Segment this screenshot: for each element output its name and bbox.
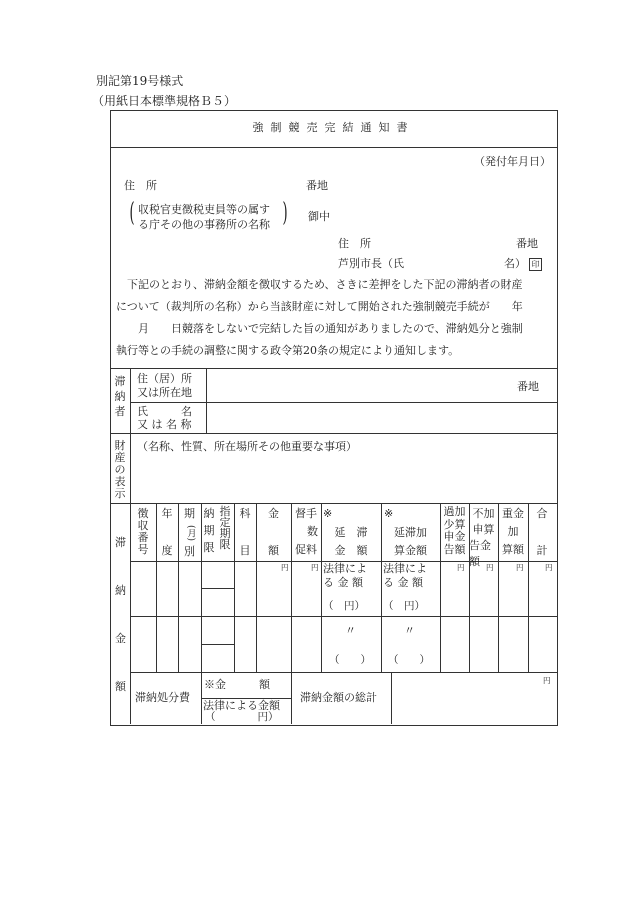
header-amount-2: 額 [268, 544, 279, 557]
header-delinquency: 延 滞 [334, 526, 368, 539]
yen-no-report: 円 [486, 563, 494, 572]
name-label-1: 氏 名 [137, 405, 192, 418]
office-bracket-left: ( [129, 198, 135, 228]
delinquency-legal-2: る 金 額 [323, 576, 363, 589]
office-name-line1: 収税官吏徴税吏員等の属す [138, 203, 270, 216]
delinquency-legal-paren: （ 円） [323, 600, 365, 612]
property-side-label: 財 産 の 表 示 [114, 439, 126, 501]
office-name-line2: る庁その他の事務所の名称 [138, 218, 270, 231]
header-due-date: 納 期 限 [203, 507, 215, 555]
delinquency-blank-paren: （ ） [329, 654, 371, 666]
amount-side-char-3: 金 [115, 632, 126, 645]
grand-total-yen: 円 [543, 676, 551, 685]
header-item-2: 目 [239, 544, 251, 557]
added-legal-1: 法律によ [383, 562, 427, 575]
property-note: （名称、性質、所在場所その他重要な事項） [137, 440, 357, 453]
header-amount: 金 [268, 507, 279, 520]
amount-side-char-4: 額 [115, 680, 126, 693]
mayor-label: 芦別市長（氏 [338, 257, 404, 270]
issue-date: （発付年月日） [474, 155, 551, 168]
header-no-report: 不加 申算 告金額 [469, 507, 495, 568]
sender-address-label: 住 所 [338, 237, 371, 250]
grand-total-label: 滞納金額の総計 [300, 691, 377, 704]
amount-side-char-1: 滞 [115, 536, 126, 549]
honorific: 御中 [308, 210, 330, 223]
yen-dunning: 円 [311, 563, 319, 572]
footer-legal-paren: （ 円） [205, 711, 279, 723]
form-number: 別記第19号様式 [96, 74, 184, 88]
body-line-2: について（裁判所の名称）から当該財産に対して開始された強制競売手続が 年 [116, 300, 523, 313]
header-added-2: 算金額 [394, 544, 427, 557]
added-legal-2: る 金 額 [383, 576, 423, 589]
delinquent-side-label: 滞 納 者 [114, 375, 126, 419]
header-delinquency-mark: ※ [323, 507, 333, 520]
header-total: 合 [536, 507, 548, 520]
addressee-lot-label: 番地 [306, 179, 328, 192]
header-under-report: 過加 少算 申金 告額 [443, 505, 466, 556]
added-ditto: 〃 [404, 624, 415, 637]
address-label-2: 又は所在地 [137, 386, 192, 399]
body-line-1: 下記のとおり、滞納金額を徴収するため、さきに差押をした下記の滞納者の財産 [127, 278, 523, 291]
header-collection-no: 徴 収 番 号 [137, 507, 149, 557]
header-added: 延滞加 [394, 526, 427, 539]
address-label-1: 住（居）所 [137, 372, 192, 385]
body-line-3: 月 日競落をしないで完結した旨の通知がありましたので、滞納処分と強制 [116, 322, 523, 335]
office-bracket-right: ) [282, 198, 288, 228]
amount-side-char-2: 納 [115, 584, 126, 597]
seal-mark: 印 [529, 258, 542, 271]
yen-total: 円 [545, 563, 553, 572]
header-period: 期 (月) 別 [184, 507, 196, 559]
yen-under-report: 円 [457, 563, 465, 572]
form-title: 強制競売完結通知書 [252, 121, 415, 134]
delinquency-legal-1: 法律によ [323, 562, 367, 575]
header-delinquency-2: 金 額 [334, 544, 368, 557]
delinquent-lot-label: 番地 [517, 380, 539, 393]
name-label-2: 又 は 名 称 [137, 418, 192, 431]
header-year-2: 度 [161, 544, 173, 557]
delinquency-ditto: 〃 [345, 624, 356, 637]
footer-amount-label: ※金 額 [204, 678, 270, 691]
disposal-cost-label: 滞納処分費 [135, 691, 190, 704]
header-heavy-penalty: 重金 加 算額 [502, 507, 524, 557]
body-line-4: 執行等との手続の調整に関する政令第20条の規定により通知します。 [116, 344, 460, 357]
yen-amount: 円 [281, 563, 289, 572]
yen-heavy: 円 [516, 563, 524, 572]
header-item: 科 [239, 507, 251, 520]
header-dunning-fee: 督手 数 促料 [295, 507, 318, 557]
header-added-mark: ※ [384, 507, 394, 520]
header-total-2: 計 [536, 544, 548, 557]
addressee-address-label: 住 所 [124, 179, 157, 192]
sender-lot-label: 番地 [516, 237, 538, 250]
paper-size-note: （用紙日本標準規格Ｂ５） [92, 94, 237, 108]
header-designated-date: 指 定 期 限 [219, 505, 231, 551]
mayor-name-suffix: 名） [504, 257, 526, 270]
added-legal-paren: （ 円） [383, 600, 425, 612]
added-blank-paren: （ ） [388, 654, 430, 666]
footer-legal-amount: 法律による金額 [203, 699, 280, 712]
header-year: 年 [161, 507, 173, 520]
